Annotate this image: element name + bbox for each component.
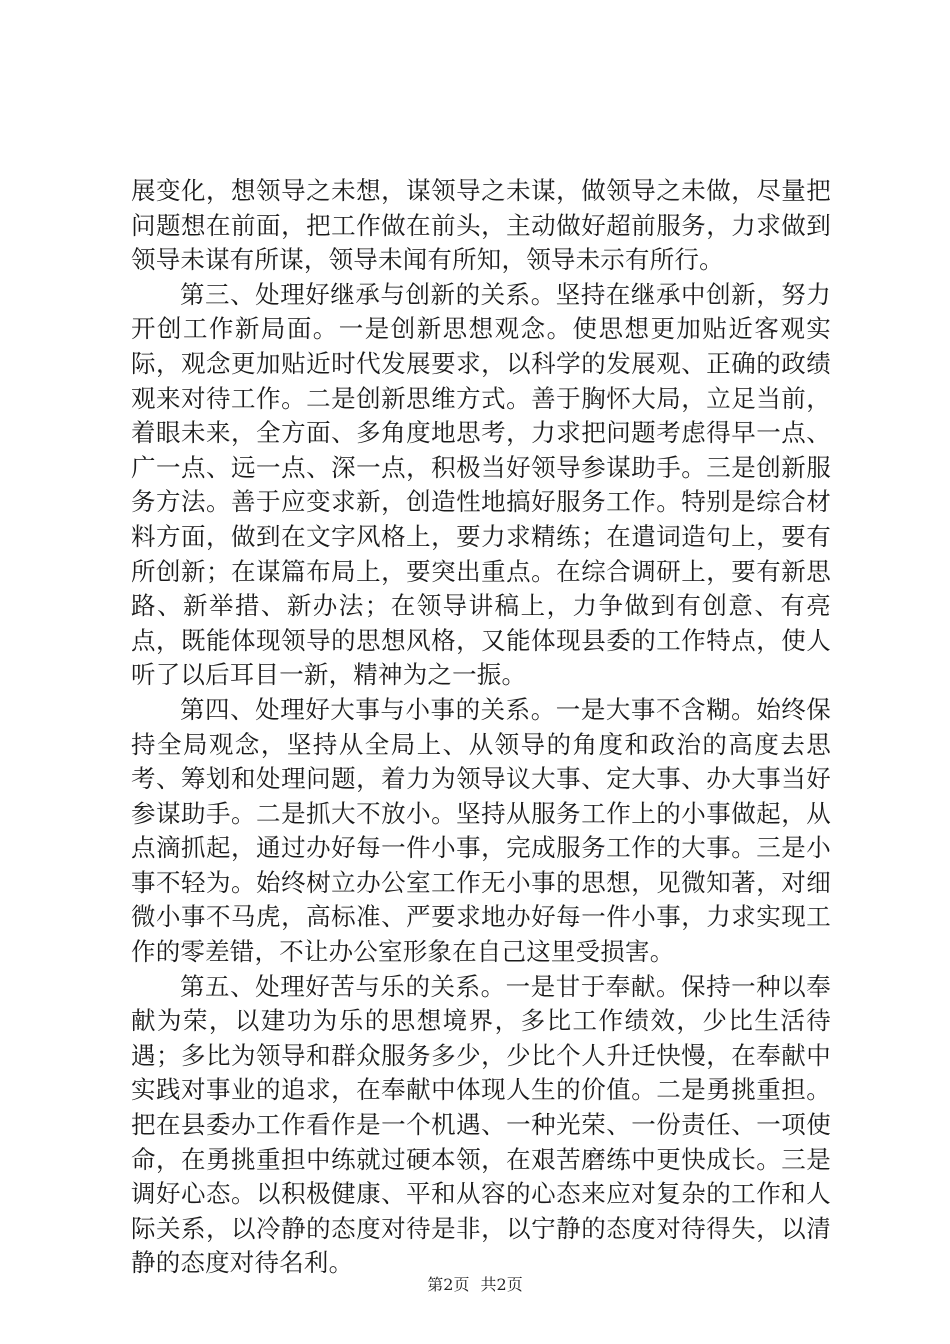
page-total: 共2页: [480, 1275, 523, 1294]
page-number: 第2页: [427, 1275, 470, 1294]
document-body: [131, 174, 831, 1281]
paragraph-continuation: 展变化，想领导之未想，谋领导之未谋，做领导之未做，尽量把问题想在前面，把工作做在前头，主动做好超前服务，力求做到领导未谋有所谋，领导未闻有所知，领导未示有所行。: [131, 176, 831, 275]
page-footer: [0, 1272, 950, 1295]
paragraph-inheritance-innovation: 第三、处理好继承与创新的关系。坚持在继承中创新，努力开创工作新局面。一是创新思想观念。使思想更加贴近客观实际，观念更加贴近时代发展要求，以科学的发展观、正确的政绩观来对待工作。二是创新思维方式。善于胸怀大局，立足当前，着眼未来，全方面、多角度地思考，力求把问题考虑得早一点、广一点、远一点、深一点，积极当好领导参谋助手。三是创新服务方法。善于应变求新，创造性地搞好服务工作。特别是综合材料方面，做到在文字风格上，要力求精练；在遣词造句上，要有所创新；在谋篇布局上，要突出重点。在综合调研上，要有新思路、新举措、新办法；在领导讲稿上，力争做到有创意、有亮点，既能体现领导的思想风格，又能体现县委的工作特点，使人听了以后耳目一新，精神为之一振。: [131, 279, 831, 690]
paragraph-hardship-joy: 第五、处理好苦与乐的关系。一是甘于奉献。保持一种以奉献为荣，以建功为乐的思想境界，多比工作绩效，少比生活待遇；多比为领导和群众服务多少，少比个人升迁快慢，在奉献中实践对事业的追求，在奉献中体现人生的价值。二是勇挑重担。把在县委办工作看作是一个机遇、一种光荣、一份责任、一项使命，在勇挑重担中练就过硬本领，在艰苦磨练中更快成长。三是调好心态。以积极健康、平和从容的心态来应对复杂的工作和人际关系，以冷静的态度对待是非，以宁静的态度对待得失，以清静的态度对待名利。: [131, 971, 831, 1278]
paragraph-big-small-matters: 第四、处理好大事与小事的关系。一是大事不含糊。始终保持全局观念，坚持从全局上、从领导的角度和政治的高度去思考、筹划和处理问题，着力为领导议大事、定大事、办大事当好参谋助手。二是抓大不放小。坚持从服务工作上的小事做起，从点滴抓起，通过办好每一件小事，完成服务工作的大事。三是小事不轻为。始终树立办公室工作无小事的思想，见微知著，对细微小事不马虎，高标准、严要求地办好每一件小事，力求实现工作的零差错，不让办公室形象在自己这里受损害。: [131, 694, 831, 967]
